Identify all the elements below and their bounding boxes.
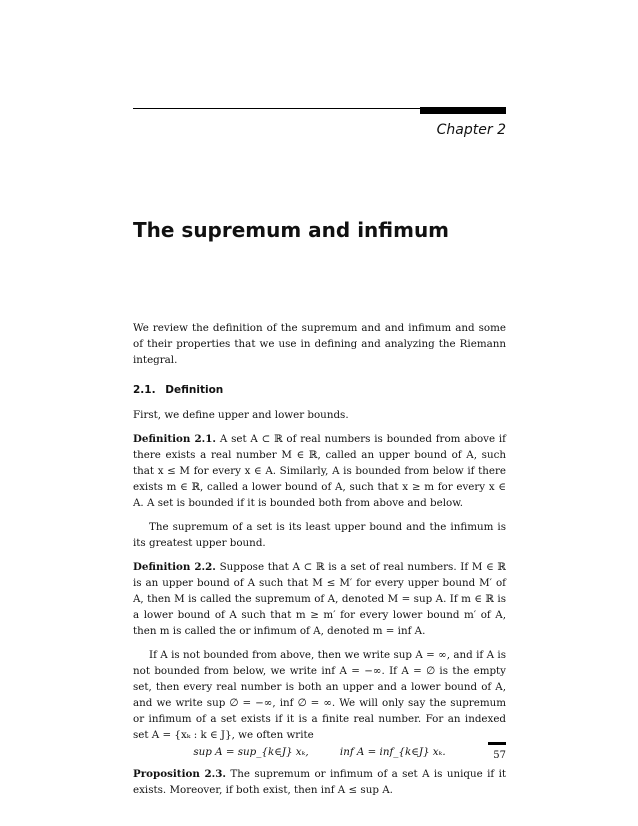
proposition-text: The supremum or infimum of a set A is unique if it exists. Moreover, if both exist, then inf A ≤ sup A.: [133, 768, 506, 796]
section-number: 2.1.: [133, 384, 156, 396]
definition-label: Definition 2.2.: [133, 561, 216, 573]
chapter-title: The supremum and infimum: [133, 218, 450, 242]
proposition-2-3: [133, 766, 506, 798]
definition-2-2: [133, 559, 506, 639]
definition-text: Suppose that A ⊂ ℝ is a set of real numbers. If M ∈ ℝ is an upper bound of A such that M ≤ M′ for every upper bound M′ of A, then M is called the supremum of A, denoted M = sup A. If m ∈ ℝ is a lower bound of A such that m ≥ m′ for every lower bound m′ of A, then m is called the or infimum of A, denoted m = inf A.: [133, 561, 506, 637]
display-equation: [133, 744, 506, 760]
proposition-label: Proposition 2.3.: [133, 768, 227, 780]
paragraph-supremum-infimum: The supremum of a set is its least upper bound and the infimum is its greatest upper bound.: [133, 521, 506, 549]
definition-text: A set A ⊂ ℝ of real numbers is bounded from above if there exists a real number M ∈ ℝ, called an upper bound of A, such that x ≤ M for every x ∈ A. Similarly, A is bounded from below if there exists m ∈ ℝ, called a lower bound of A, such that x ≥ m for every x ∈ A. A set is bounded if it is bounded both from above and below.: [133, 433, 506, 509]
page-body: [133, 320, 506, 798]
equation-sup: sup A = sup_{k∈J} xₖ,: [193, 746, 309, 758]
section-heading: [133, 382, 506, 398]
page-number: 57: [493, 750, 506, 761]
equation-inf: inf A = inf_{k∈J} xₖ.: [339, 746, 446, 758]
section-title: Definition: [165, 384, 224, 396]
footer-rule: [488, 742, 506, 745]
header-rule-accent: [420, 107, 506, 114]
paragraph-bounds-intro: First, we define upper and lower bounds.: [133, 409, 349, 421]
definition-2-1: [133, 431, 506, 511]
chapter-label: Chapter 2: [436, 122, 506, 138]
paragraph-unbounded: If A is not bounded from above, then we write sup A = ∞, and if A is not bounded from below, we write inf A = −∞. If A = ∅ is the empty set, then every real number is both an upper and a lower bound of A, and we write sup ∅ = −∞, inf ∅ = ∞. We will only say the supremum or infimum of a set exists if it is a finite real number. For an indexed set A = {xₖ : k ∈ J}, we often write: [133, 649, 506, 741]
intro-paragraph: We review the definition of the supremum and and infimum and some of their properties that we use in defining and analyzing the Riemann integral.: [133, 322, 506, 366]
definition-label: Definition 2.1.: [133, 433, 217, 445]
